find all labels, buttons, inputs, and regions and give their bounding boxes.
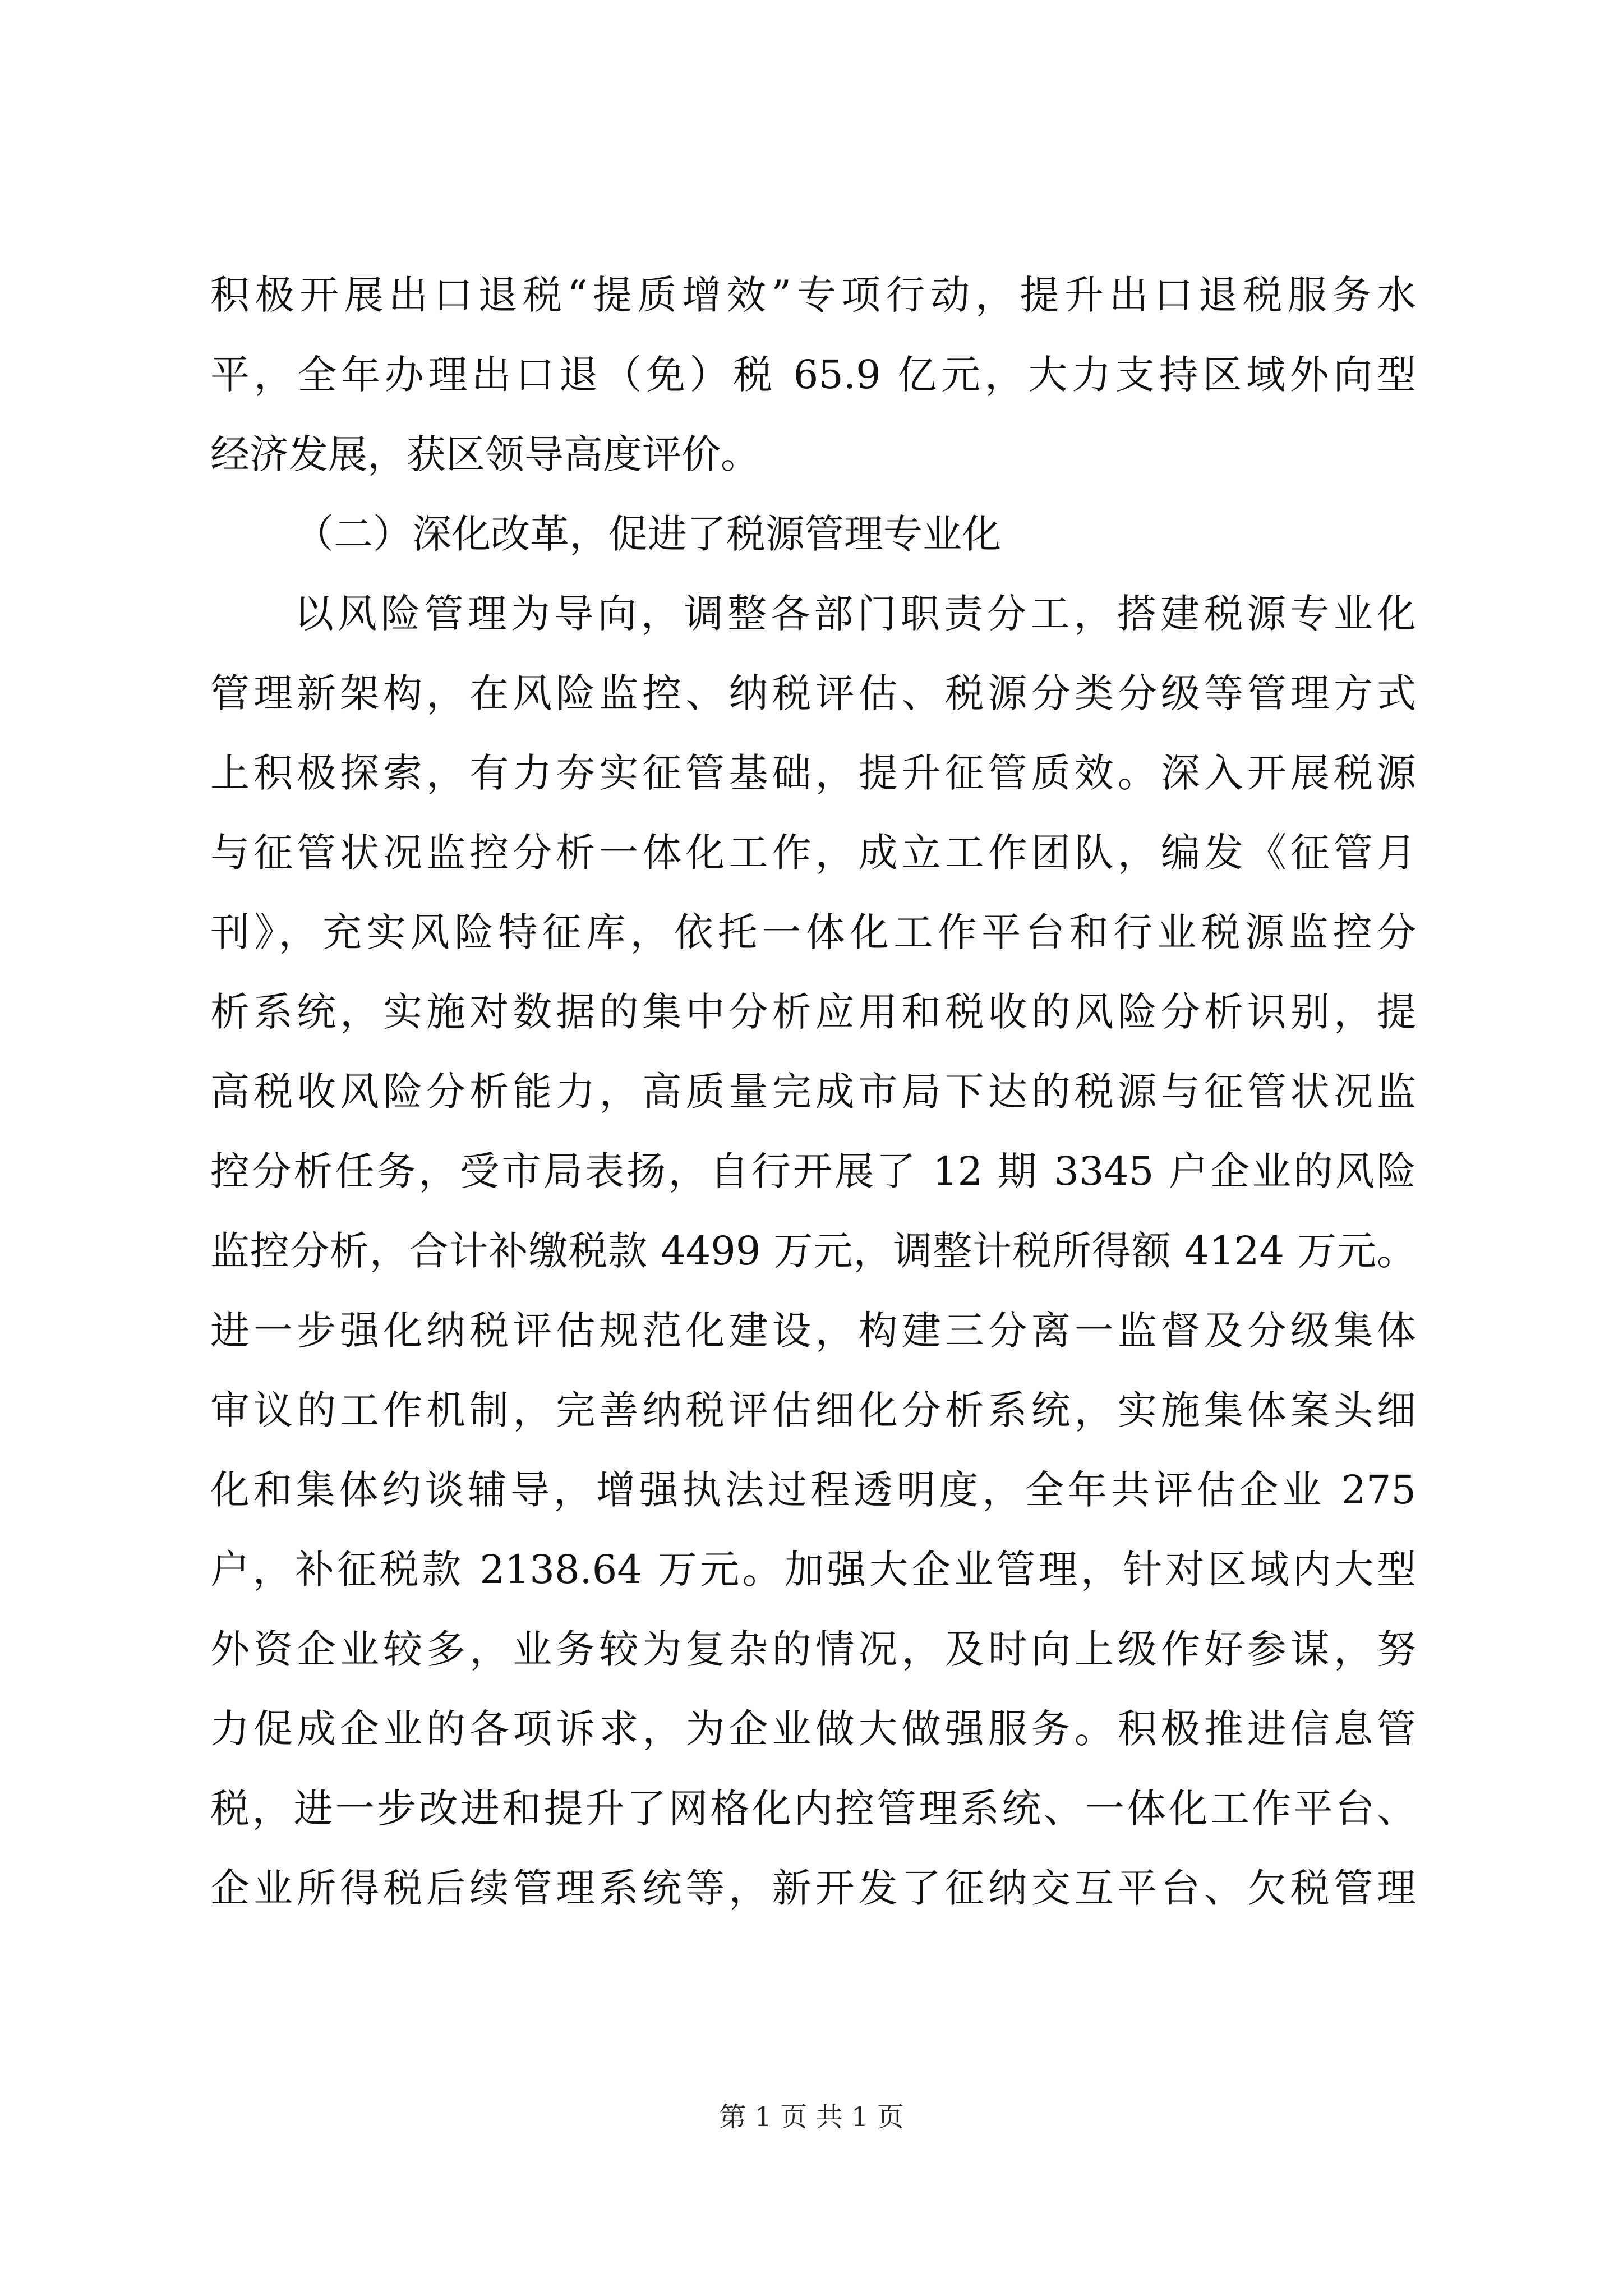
body-text [210, 255, 1416, 1928]
text-line: 平，全年办理出口退（免）税 65.9 亿元，大力支持区域外向型 [210, 352, 1416, 398]
text-line: 刊》，充实风险特征库，依托一体化工作平台和行业税源监控分 [210, 909, 1416, 955]
page-number: 第 1 页 共 1 页 [719, 2101, 904, 2133]
page-footer [0, 2095, 1623, 2134]
text-line: 与征管状况监控分析一体化工作，成立工作团队，编发《征管月 [210, 830, 1416, 876]
text-line: 外资企业较多，业务较为复杂的情况，及时向上级作好参谋，努 [210, 1626, 1416, 1672]
section-heading: （二）深化改革，促进了税源管理专业化 [294, 511, 1001, 557]
text-line: 析系统，实施对数据的集中分析应用和税收的风险分析识别，提 [210, 989, 1416, 1035]
text-line: 户，补征税款 2138.64 万元。加强大企业管理，针对区域内大型 [210, 1547, 1416, 1593]
text-line: 高税收风险分析能力，高质量完成市局下达的税源与征管状况监 [210, 1069, 1416, 1115]
text-line: 税，进一步改进和提升了网格化内控管理系统、一体化工作平台、 [210, 1786, 1416, 1832]
text-line: 力促成企业的各项诉求，为企业做大做强服务。积极推进信息管 [210, 1706, 1416, 1752]
text-line: 控分析任务，受市局表扬，自行开展了 12 期 3345 户企业的风险 [210, 1148, 1416, 1194]
text-line: 上积极探索，有力夯实征管基础，提升征管质效。深入开展税源 [210, 750, 1416, 796]
text-line: 经济发展，获区领导高度评价。 [210, 431, 760, 477]
text-line: 企业所得税后续管理系统等，新开发了征纳交互平台、欠税管理 [210, 1865, 1416, 1911]
text-line: 以风险管理为导向，调整各部门职责分工，搭建税源专业化 [294, 591, 1416, 637]
text-line: 管理新架构，在风险监控、纳税评估、税源分类分级等管理方式 [210, 670, 1416, 716]
text-line: 积极开展出口退税“提质增效”专项行动，提升出口退税服务水 [210, 272, 1416, 318]
text-line: 审议的工作机制，完善纳税评估细化分析系统，实施集体案头细 [210, 1387, 1416, 1433]
text-line: 监控分析，合计补缴税款 4499 万元，调整计税所得额 4124 万元。 [210, 1228, 1416, 1274]
text-line: 进一步强化纳税评估规范化建设，构建三分离一监督及分级集体 [210, 1308, 1416, 1354]
text-line: 化和集体约谈辅导，增强执法过程透明度，全年共评估企业 275 [210, 1467, 1416, 1513]
